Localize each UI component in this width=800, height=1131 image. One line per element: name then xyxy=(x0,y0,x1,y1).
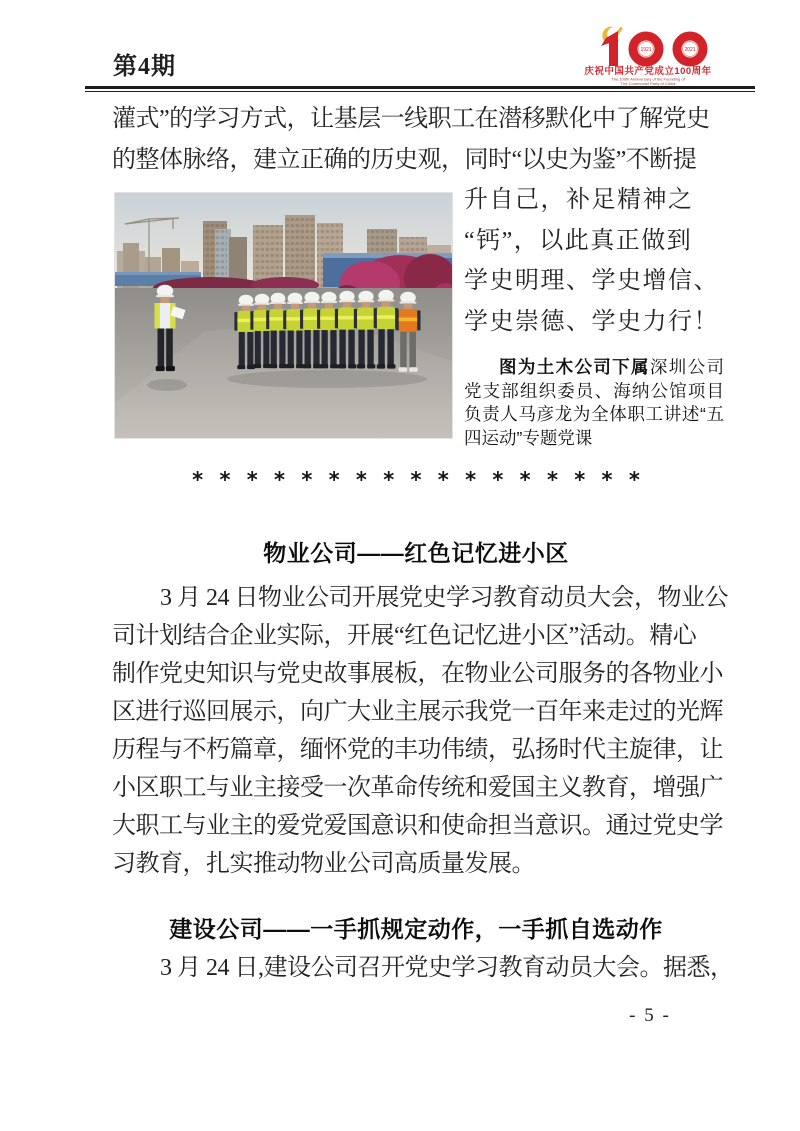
cpc-100-logo-graphic xyxy=(584,24,756,86)
photo-caption xyxy=(464,356,724,450)
body-paragraph-1: 灌式”的学习方式，让基层一线职工在潜移默化中了解党史 的整体脉络，建立正确的历史观，同时“以史为鉴”不断提 xyxy=(112,106,710,173)
section-1-paragraph: 3 月 24 日物业公司开展党史学习教育动员大会，物业公 司计划结合企业实际，开展“红色记忆进小区”活动。精心 制作党史知识与党史故事展板，在物业公司服务的各物业小 区进行巡回展示，向广大业主展示我党一百年来走过的光辉 历程与不朽篇章，缅怀党的丰功伟绩，弘扬时代主旋律，让 小区职工与业主接受一次革命传统和爱国主义教育，增强广 大职工与业主的爱党爱国意识和使命担当意识。通过党史学 习教育，扎实推动物业公司高质量发展。 xyxy=(112,585,728,877)
svg-text:2021: 2021 xyxy=(684,47,696,53)
anniversary-100-logo xyxy=(584,24,756,86)
caption-body: 深圳公司党支部组织委员、海纳公馆项目负责人马彦龙为全体职工讲述“五四运动”专题党课 xyxy=(464,357,725,448)
header-rule xyxy=(85,86,755,92)
logo-title-en-2: The Communist Party of China xyxy=(620,81,676,86)
logo-title-cn: 庆祝中国共产党成立100周年 xyxy=(584,66,712,77)
section-1-heading: 物业公司——红色记忆进小区 xyxy=(263,540,569,566)
photo-side-text: 升自己，补足精神之 “钙”，以此真正做到 学史明理、学史增信、 学史崇德、学史力行！ xyxy=(464,187,719,335)
section-2-paragraph: 3 月 24 日,建设公司召开党史学习教育动员大会。据悉， xyxy=(160,955,734,981)
section-separator: * * * * * * * * * * * * * * * * * xyxy=(192,468,640,492)
logo-number-100 xyxy=(601,31,703,66)
caption-lead: 图为土木公司下属 xyxy=(499,357,650,377)
logo-title-en-1: The 100th Anniversary of the Founding of xyxy=(611,76,685,82)
section-2-heading: 建设公司——一手抓规定动作，一手抓自选动作 xyxy=(169,916,663,942)
page-number: - 5 - xyxy=(629,1005,671,1026)
issue-label: 第4期 xyxy=(113,54,176,80)
svg-text:1921: 1921 xyxy=(640,47,652,53)
site-photo xyxy=(115,193,452,438)
